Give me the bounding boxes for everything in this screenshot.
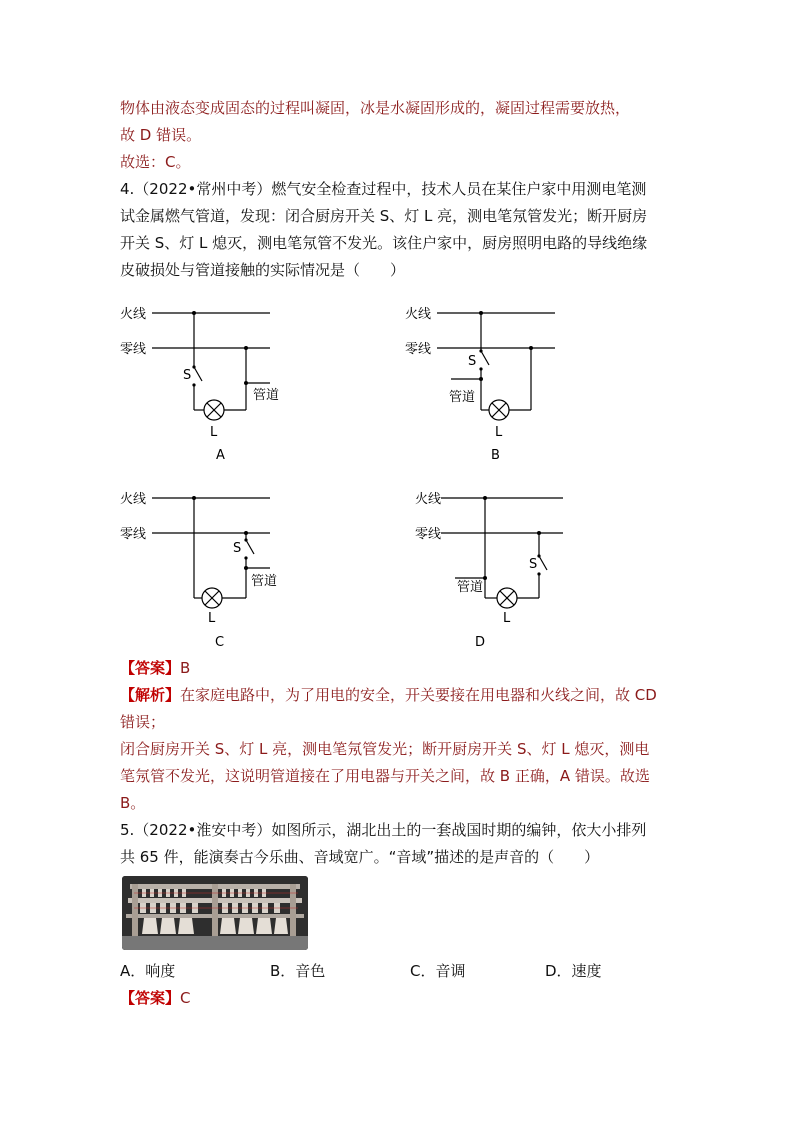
q4-answer-value: B <box>180 659 191 677</box>
pipe-label: 管道 <box>449 390 476 405</box>
prev-analysis-line2: 故 D 错误。 <box>120 126 202 144</box>
q4-analysis-line3: 闭合厨房开关 S、灯 L 亮，测电笔氖管发光；断开厨房开关 S、灯 L 熄灭，测电 <box>120 740 650 758</box>
q5-option-d: D．速度 <box>545 962 602 980</box>
q4-answer <box>120 657 190 678</box>
analysis-tag: 【解析】 <box>120 686 181 704</box>
circuit-diagram-a <box>120 295 290 469</box>
circuit-diagram-b <box>405 295 575 469</box>
lamp-label: L <box>503 611 511 626</box>
q4-analysis-line4: 笔氖管不发光，这说明管道接在了用电器与开关之间，故 B 正确，A 错误。故选 <box>120 767 650 785</box>
option-label-c: C <box>215 635 225 650</box>
q5-answer <box>120 987 191 1008</box>
neutral-wire-label: 零线 <box>405 342 432 357</box>
switch-label: S <box>529 557 538 572</box>
chime-bells-photo <box>122 876 308 950</box>
answer-tag: 【答案】 <box>120 659 181 677</box>
live-wire-label: 火线 <box>405 307 432 322</box>
live-wire-label: 火线 <box>120 492 147 507</box>
prev-choice: 故选：C。 <box>120 153 191 171</box>
option-label-a: A <box>216 448 225 463</box>
q4-stem-line4: 皮破损处与管道接触的实际情况是（ ） <box>120 261 406 279</box>
switch-label: S <box>468 354 477 369</box>
live-wire-label: 火线 <box>120 307 147 322</box>
lamp-label: L <box>495 425 503 440</box>
option-label-d: D <box>475 635 486 650</box>
q4-analysis-line2: 错误； <box>120 713 166 731</box>
q5-stem-line2: 共 65 件，能演奏古今乐曲、音域宽广。“音域”描述的是声音的（ ） <box>120 848 600 866</box>
prev-analysis-line1: 物体由液态变成固态的过程叫凝固，冰是水凝固形成的，凝固过程需要放热， <box>120 99 631 117</box>
pipe-label: 管道 <box>251 574 278 589</box>
neutral-wire-label: 零线 <box>120 527 147 542</box>
q5-stem-line1: 5.（2022•淮安中考）如图所示，湖北出土的一套战国时期的编钟，依大小排列 <box>120 821 647 839</box>
q4-stem-line1: 4.（2022•常州中考）燃气安全检查过程中，技术人员在某住户家中用测电笔测 <box>120 180 647 198</box>
switch-label: S <box>183 368 192 383</box>
neutral-wire-label: 零线 <box>415 527 442 542</box>
live-wire-label: 火线 <box>415 492 442 507</box>
q4-analysis-text1: 在家庭电路中，为了用电的安全，开关要接在用电器和火线之间，故 CD <box>180 686 657 704</box>
lamp-label: L <box>208 611 216 626</box>
q4-analysis-line5: B。 <box>120 794 146 812</box>
answer-tag: 【答案】 <box>120 989 181 1007</box>
circuit-diagram-c <box>120 480 290 656</box>
q5-option-c: C．音调 <box>410 962 466 980</box>
circuit-diagram-d <box>405 480 575 656</box>
pipe-label: 管道 <box>253 388 280 403</box>
lamp-label: L <box>210 425 218 440</box>
pipe-label: 管道 <box>457 580 484 595</box>
q5-option-b: B．音色 <box>270 962 326 980</box>
q5-answer-value: C <box>180 989 191 1007</box>
neutral-wire-label: 零线 <box>120 342 147 357</box>
switch-label: S <box>233 541 242 556</box>
q5-option-a: A．响度 <box>120 962 176 980</box>
q4-stem-line3: 开关 S、灯 L 熄灭，测电笔氖管不发光。该住户家中，厨房照明电路的导线绝缘 <box>120 234 648 252</box>
q4-stem-line2: 试金属燃气管道，发现：闭合厨房开关 S、灯 L 亮，测电笔氖管发光；断开厨房 <box>120 207 648 225</box>
option-label-b: B <box>491 448 500 463</box>
q4-analysis-line1 <box>120 684 657 705</box>
